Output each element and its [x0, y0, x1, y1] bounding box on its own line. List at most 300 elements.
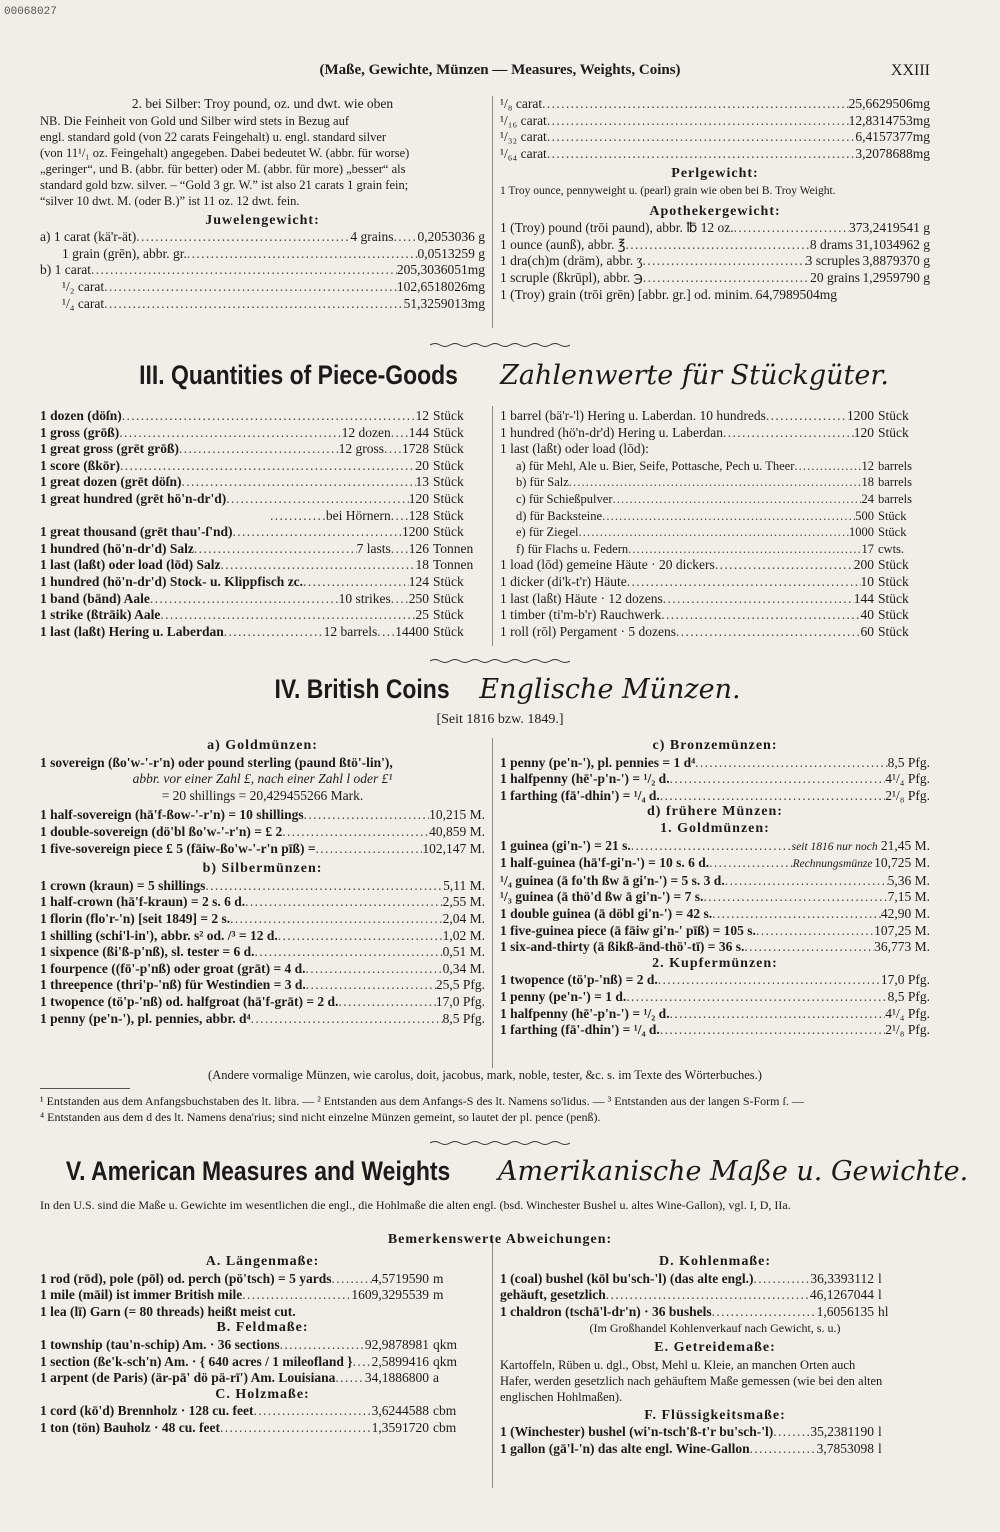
coal-note: (Im Großhandel Kohlenverkauf nach Gewicht, s. u.)	[589, 1321, 841, 1336]
page-number: XXIII	[890, 62, 930, 79]
section-5-title-en: V. American Measures and Weights	[65, 1156, 451, 1186]
row-label: 1 strike (ßtrāik) Aale	[40, 607, 161, 623]
row-label: 1 threepence (thri'p-'nß) für Westindien = 3 d.	[40, 977, 306, 993]
american-left	[40, 1254, 485, 1437]
sovereign-line: 1 sovereign (ßo'w-'-r'n) oder pound sterling (paund ßtö'-lin'),	[40, 754, 393, 770]
perl-line: 1 Troy ounce, pennyweight u. (pearl) grain wie oben bei B. Troy Weight.	[500, 184, 836, 197]
footnote-rule	[40, 1088, 130, 1089]
row-value: 1,3591720	[371, 1419, 429, 1435]
piece-goods-right-rows	[500, 408, 930, 640]
column-divider	[492, 1238, 493, 1488]
ornament-divider	[430, 658, 570, 664]
gold-coins-heading: a) Goldmünzen:	[207, 738, 318, 753]
carat-row: ¹/₁₆ carat . . . 12,8314753mg	[500, 113, 930, 130]
carat-row: ¹/₈ carat . . . 25,6629506mg	[500, 96, 930, 113]
column-divider	[492, 406, 493, 646]
wood-rows	[40, 1403, 485, 1436]
american-intro: In den U.S. sind die Maße u. Gewichte im wesentlichen die engl., die Hohlmaße die alten engl. (bsd. Winchester Bushel u. altes Wine-Gallon), vgl. I, D, IIa.	[40, 1198, 791, 1212]
sovereign-line: abbr. vor einer Zahl £, nach einer Zahl l oder £¹	[132, 771, 393, 787]
running-header	[0, 62, 1000, 84]
row-label: 1 band (bänd) Aale	[40, 590, 150, 606]
row-label: 1 half-guinea (hā'f-gi'n-') = 10 s. 6 d.	[500, 855, 710, 871]
row-value: 1200	[402, 524, 429, 540]
row-value: 36,773 M.	[874, 939, 930, 955]
section-5-title	[0, 1156, 1000, 1187]
nb-note	[40, 113, 485, 209]
row-value: 18	[415, 557, 429, 573]
row-label: 1 hundred (hö'n-dr'd) Hering u. Laberdan	[500, 424, 724, 440]
row-label: 1 five-guinea piece (ā fāiw gi'n-' pīß) = 105 s.	[500, 922, 756, 938]
coal-rows	[500, 1271, 930, 1321]
row-label: 1 gross (grōß)	[40, 424, 120, 440]
liquid-rows	[500, 1424, 930, 1457]
other-coins-note: (Andere vormalige Münzen, wie carolus, doit, jacobus, mark, noble, tester, &c. s. im Texte des Wörterbuches.)	[208, 1068, 762, 1082]
coin-row	[500, 788, 930, 805]
row-label: 1 load (lōd) gemeine Häute · 20 dickers	[500, 557, 715, 573]
row-value: 92,9878981	[364, 1336, 429, 1352]
ornament-divider	[430, 1140, 570, 1146]
row-unit: Stück	[433, 424, 464, 440]
row-value: 128	[408, 507, 429, 523]
row-unit: Stück	[433, 457, 464, 473]
apothecary-heading: Apothekergewicht:	[649, 203, 781, 219]
piece-goods-row	[40, 508, 485, 525]
coin-row	[40, 894, 485, 911]
row-label: 1 ton (tön) Bauholz · 48 cu. feet	[40, 1419, 220, 1435]
piece-goods-row	[500, 607, 930, 624]
row-value: 1,02 M.	[442, 927, 485, 943]
grain-text-line: englischen Hohlmaßen).	[500, 1389, 623, 1404]
row-note: Rechnungsmünze	[792, 858, 873, 871]
row-value: 8,5 Pfg.	[442, 1010, 485, 1026]
row-value: 250	[408, 590, 429, 606]
row-unit: barrels	[878, 475, 913, 490]
row-value: 20	[415, 457, 429, 473]
field-heading: B. Feldmaße:	[216, 1320, 309, 1336]
row-mid: bei Hörnern	[325, 507, 391, 523]
measure-row	[40, 1304, 485, 1321]
nb-line: standard gold bzw. silver. – “Gold 3 gr. W.” ist also 21 carats 1 grain fein;	[40, 177, 409, 192]
row-value: 17,0 Pfg.	[435, 993, 485, 1009]
row-note: seit 1816 nur noch	[791, 840, 878, 853]
grain-text-line: Hafer, werden gesetzlich nach gehäuftem Maße gemessen (wie bei den alten	[500, 1373, 883, 1388]
row-label: 1 half-crown (hā'f-kraun) = 2 s. 6 d.	[40, 894, 246, 910]
row-unit: l	[878, 1440, 882, 1456]
ornament-divider	[430, 342, 570, 348]
row-value: 40,859 M.	[429, 823, 485, 839]
row-value: 10,725 M.	[874, 855, 930, 871]
row-label: 1 fourpence ((fō'-p'nß) oder groat (grāt) = 4 d.	[40, 960, 306, 976]
row-label: 1 sixpence (ßi'ß-p'nß), sl. tester = 6 d.	[40, 944, 255, 960]
coin-row	[500, 889, 930, 906]
row-label: 1 great dozen (grēt döſn)	[40, 474, 182, 490]
row-label: 1 twopence (tö'p-'nß) = 2 d.	[500, 972, 658, 988]
row-value: 0,51 M.	[442, 944, 485, 960]
row-unit: Stück	[433, 408, 464, 423]
column-divider	[492, 738, 493, 1068]
row-value: 500	[855, 508, 874, 523]
former-copper-heading: 2. Kupfermünzen:	[652, 955, 778, 971]
row-label: 1 last (laßt) oder load (lōd):	[500, 441, 649, 457]
row-value: 5,36 M.	[887, 872, 930, 888]
row-unit: Stück	[433, 474, 464, 490]
row-label: 1 lea (lī) Garn (= 80 threads) heißt meist cut.	[40, 1303, 296, 1319]
bronze-coins-heading: c) Bronzemünzen:	[652, 738, 778, 753]
row-value: 2¹/₈ Pfg.	[885, 1022, 930, 1038]
former-copper-rows	[500, 972, 930, 1038]
row-value: 107,25 M.	[874, 922, 930, 938]
juwelen-heading: Juwelengewicht:	[205, 212, 320, 228]
measure-row	[500, 1304, 930, 1321]
piece-goods-row	[40, 458, 485, 475]
coin-row	[40, 928, 485, 945]
weight-row: ¹/₂ carat . . . 102,6518026mg	[40, 279, 485, 296]
row-label: 1 (Winchester) bushel (wi'n-tsch'ß-t'r bu'sch-'l)	[500, 1424, 774, 1440]
length-heading: A. Längenmaße:	[205, 1254, 320, 1269]
row-label: 1 penny (pe'n-'), pl. pennies, abbr. d⁴	[40, 1010, 251, 1026]
row-unit: Stück	[878, 557, 909, 573]
row-value: 3,6244588	[371, 1403, 429, 1419]
piece-goods-row	[500, 524, 930, 541]
perl-heading: Perlgewicht:	[671, 166, 759, 182]
row-label: 1 double guinea (ā döbl gi'n-') = 42 s.	[500, 905, 713, 921]
row-value: 35,2381190	[810, 1424, 874, 1440]
row-label: 1 double-sovereign (dö'bl ßo'w-'-r'n) = £ 2	[40, 823, 283, 839]
weight-row: b) 1 carat . . . 205,3036051mg	[40, 262, 485, 279]
row-unit: l	[878, 1287, 882, 1303]
row-label: 1 farthing (fā'-dhin') = ¹/₄ d.	[500, 1022, 660, 1038]
row-unit: Stück	[878, 424, 909, 440]
coin-row	[40, 878, 485, 895]
row-value: 7,15 M.	[887, 889, 930, 905]
row-unit: Stück	[878, 525, 907, 540]
row-label: 1 penny (pe'n-'), pl. pennies = 1 d⁴	[500, 754, 696, 770]
coin-row	[500, 923, 930, 940]
piece-goods-row	[500, 458, 930, 475]
coin-row	[500, 873, 930, 890]
row-unit: cwts.	[878, 541, 905, 556]
row-label: 1 farthing (fā'-dhin') = ¹/₄ d.	[500, 787, 660, 803]
coin-row	[500, 906, 930, 923]
coin-row	[500, 755, 930, 772]
row-unit: Stück	[433, 573, 464, 589]
nb-line: NB. Die Feinheit von Gold und Silber wird stets in Bezug auf	[40, 113, 349, 128]
row-value: 120	[853, 424, 874, 440]
former-gold-rows	[500, 838, 930, 956]
row-unit: barrels	[878, 491, 913, 506]
measure-row	[40, 1354, 485, 1371]
section-4-title-de: Englische Münzen.	[479, 674, 741, 705]
row-unit: Stück	[878, 508, 907, 523]
apothecary-row: 1 scruple (ßkrūpl), abbr. ℈ . . . 20 grains 1,2959790 g	[500, 270, 930, 287]
row-label: 1 rod (rōd), pole (pōl) od. perch (pö'tsch) = 5 yards	[40, 1270, 332, 1286]
piece-goods-row	[40, 425, 485, 442]
measure-row	[40, 1271, 485, 1288]
row-label: 1 mile (māil) ist immer British mile	[40, 1287, 243, 1303]
row-label: 1 hundred (hö'n-dr'd) Stock- u. Klippfisch zc.	[40, 573, 304, 589]
measure-row	[500, 1271, 930, 1288]
row-label: 1 great thousand (grēt thau'-ſ'nd)	[40, 524, 233, 540]
piece-goods-row	[40, 524, 485, 541]
row-value: 2,55 M.	[442, 894, 485, 910]
row-value: 2,5899416	[371, 1353, 429, 1369]
piece-goods-row	[500, 474, 930, 491]
row-label: 1 chaldron (tschā'l-dr'n) · 36 bushels	[500, 1303, 712, 1319]
section-3-title-de: Zahlenwerte für Stückgüter.	[500, 360, 889, 391]
nb-line: „geringer“, und B. (abbr. für better) oder M. (abbr. für more) „besser“ als	[40, 161, 406, 176]
piece-goods-row	[40, 607, 485, 624]
row-label: gehäuft, gesetzlich	[500, 1287, 606, 1303]
row-value: 4¹/₄ Pfg.	[885, 1005, 930, 1021]
coin-row	[500, 855, 930, 873]
piece-goods-row	[40, 491, 485, 508]
row-unit: cbm	[433, 1403, 457, 1419]
row-label: 1 hundred (hö'n-dr'd) Salz	[40, 540, 194, 556]
row-label: d) für Backsteine	[516, 508, 603, 523]
row-value: 21,45 M.	[880, 837, 930, 853]
piece-goods-left-rows	[40, 408, 485, 640]
row-unit: barrels	[878, 458, 913, 473]
nb-line: engl. standard gold (von 22 carats Feingehalt) u. engl. standard silver	[40, 129, 387, 144]
piece-goods-left	[40, 408, 485, 640]
coin-row	[40, 807, 485, 824]
row-label: 1 six-and-thirty (ā ßikß-änd-thö'-tī) = 36 s.	[500, 939, 745, 955]
wood-heading: C. Holzmaße:	[215, 1386, 310, 1402]
row-label: 1 twopence (tö'p-'nß) od. halfgroat (hā'f-grāt) = 2 d.	[40, 993, 339, 1009]
row-value: 144	[853, 590, 874, 606]
row-value: 17,0 Pfg.	[880, 972, 930, 988]
row-label: 1 timber (ti'm-b'r) Rauchwerk	[500, 607, 662, 623]
coins-right	[500, 738, 930, 1039]
row-value: 102,147 M.	[422, 840, 485, 856]
row-value: 36,3393112	[810, 1270, 874, 1286]
row-label: 1 halfpenny (hē'-p'n-') = ¹/₂ d.	[500, 771, 670, 787]
piece-goods-row	[500, 491, 930, 508]
row-unit: Tonnen	[433, 540, 474, 556]
piece-goods-row	[500, 441, 930, 458]
piece-goods-row	[40, 408, 485, 425]
section-5-title-de: Amerikanische Maße u. Gewichte.	[498, 1156, 969, 1187]
coin-row	[40, 911, 485, 928]
row-unit: Stück	[433, 490, 464, 506]
column-divider	[492, 96, 493, 328]
section-3-title-en: III. Quantities of Piece-Goods	[139, 360, 459, 390]
silver-coin-rows	[40, 878, 485, 1027]
row-value: 4¹/₄ Pfg.	[885, 771, 930, 787]
grain-text-line: Kartoffeln, Rüben u. dgl., Obst, Mehl u. Kleie, an manchen Orten auch	[500, 1357, 856, 1372]
measure-row	[40, 1337, 485, 1354]
row-unit: Stück	[878, 590, 909, 606]
row-value: 18	[861, 475, 874, 490]
row-unit: Stück	[878, 573, 909, 589]
former-gold-heading: 1. Goldmünzen:	[660, 820, 770, 836]
row-value: 0,34 M.	[442, 960, 485, 976]
row-value: 1728	[402, 441, 429, 457]
row-value: 1200	[847, 408, 874, 423]
piece-goods-row	[500, 508, 930, 525]
row-unit: Stück	[433, 441, 464, 457]
row-value: 25,5 Pfg.	[435, 977, 485, 993]
piece-goods-row	[500, 541, 930, 558]
row-unit: l	[878, 1270, 882, 1286]
row-unit: Stück	[878, 607, 909, 623]
row-unit: qkm	[433, 1336, 458, 1352]
row-label: c) für Schießpulver	[516, 491, 613, 506]
coin-row	[500, 771, 930, 788]
row-unit: Stück	[433, 623, 464, 639]
piece-goods-right	[500, 408, 930, 640]
piece-goods-row	[40, 591, 485, 608]
row-unit: m	[433, 1270, 444, 1286]
row-label: 1 dozen (döſn)	[40, 408, 122, 423]
coin-row	[500, 939, 930, 956]
row-value: 17	[861, 541, 874, 556]
section-4-title-en: IV. British Coins	[274, 674, 450, 704]
coin-row	[40, 994, 485, 1011]
row-label: 1 great gross (grēt grōß)	[40, 441, 179, 457]
row-label: 1 florin (flo'r-'n) [seit 1849] = 2 s.	[40, 910, 231, 926]
row-value: 1000	[849, 525, 874, 540]
row-value: 3,7853098	[816, 1440, 874, 1456]
row-value: 126	[408, 540, 429, 556]
coin-row	[40, 1011, 485, 1028]
piece-goods-row	[500, 574, 930, 591]
row-label: 1 roll (rōl) Pergament · 5 dozens	[500, 623, 676, 639]
row-unit: m	[433, 1287, 444, 1303]
carat-row: ¹/₃₂ carat . . . 6,4157377mg	[500, 129, 930, 146]
coin-row	[40, 977, 485, 994]
row-label: 1 shilling (schi'l-in'), abbr. s² od. /³ = 12 d.	[40, 927, 278, 943]
row-label: 1 last (laßt) Häute · 12 dozens	[500, 590, 663, 606]
sovereign-line: = 20 shillings = 20,429455266 Mark.	[161, 787, 364, 803]
row-label: ¹/₄ guinea (ā fo'th ßw ā gi'n-') = 5 s. 3 d.	[500, 872, 725, 888]
row-value: 8,5 Pfg.	[887, 988, 930, 1004]
footnote-2: ⁴ Entstanden aus dem d des lt. Namens dena'rius; sind nicht einzelne Münzen gemeint, so lautet der pl. pence (penß).	[40, 1110, 601, 1124]
coin-row	[500, 989, 930, 1006]
coin-row	[40, 841, 485, 858]
weight-row: ¹/₄ carat . . . 51,3259013mg	[40, 296, 485, 313]
row-label: a) für Mehl, Ale u. Bier, Seife, Pottasche, Pech u. Theer	[516, 458, 795, 473]
row-value: 24	[861, 491, 874, 506]
carat-row: ¹/₆₄ carat . . . 3,2078688mg	[500, 146, 930, 163]
grain-text	[500, 1357, 930, 1405]
row-label: 1 penny (pe'n-') = 1 d.	[500, 988, 627, 1004]
row-label: 1 dicker (di'k-t'r) Häute	[500, 573, 627, 589]
row-label: f) für Flachs u. Federn	[516, 541, 629, 556]
row-unit: Stück	[878, 408, 909, 423]
row-mid: 12 dozen	[341, 424, 391, 440]
silver-coins-heading: b) Silbermünzen:	[202, 861, 323, 877]
piece-goods-row	[500, 425, 930, 442]
piece-goods-row	[40, 541, 485, 558]
liquid-heading: F. Flüssigkeitsmaße:	[644, 1407, 786, 1423]
american-right	[500, 1254, 930, 1457]
measure-row	[40, 1370, 485, 1387]
row-unit: hl	[878, 1303, 889, 1319]
apothecary-row: 1 (Troy) pound (trōi paund), abbr. ℔ 12 oz. . . . 373,2419541 g	[500, 220, 930, 237]
weight-row: a) 1 carat (kä'r-ät) . . . 4 grains . . . 0,2053036 g	[40, 229, 485, 246]
measure-row	[40, 1403, 485, 1420]
row-value: 124	[408, 573, 429, 589]
row-unit: Stück	[433, 507, 464, 523]
row-mid: 12 gross	[338, 441, 384, 457]
row-label: 1 score (ßkōr)	[40, 457, 120, 473]
row-value: 200	[853, 557, 874, 573]
gold-coin-rows	[40, 807, 485, 857]
piece-goods-row	[40, 474, 485, 491]
row-label: 1 arpent (de Paris) (är-pā' dö pä-rī') Am. Louisiana	[40, 1370, 336, 1386]
apothecary-row: 1 (Troy) grain (trōi grēn) [abbr. gr.] od. minim . . . 64,7989504mg	[500, 287, 930, 304]
measure-row	[40, 1287, 485, 1304]
top-right-column	[500, 96, 930, 303]
coin-row	[500, 972, 930, 989]
piece-goods-row	[500, 557, 930, 574]
row-label: 1 last (laßt) Hering u. Laberdan	[40, 623, 224, 639]
piece-goods-row	[40, 574, 485, 591]
row-label: 1 cord (kō'd) Brennholz · 128 cu. feet	[40, 1403, 254, 1419]
section-3-title	[0, 360, 1000, 391]
silver-line: 2. bei Silber: Troy pound, oz. und dwt. wie oben	[131, 96, 394, 111]
coins-left	[40, 738, 485, 1027]
row-unit: qkm	[433, 1353, 458, 1369]
row-label: 1 barrel (bä'r-'l) Hering u. Laberdan. 10 hundreds	[500, 408, 766, 423]
field-rows	[40, 1337, 485, 1387]
row-value: 1,6056135	[816, 1303, 874, 1319]
nb-line: “silver 10 dwt. M. (oder B.)” ist 11 oz. 12 dwt. fein.	[40, 193, 300, 208]
row-unit: Tonnen	[433, 557, 474, 573]
coin-row	[40, 824, 485, 841]
row-unit: Stück	[433, 524, 464, 540]
row-value: 5,11 M.	[443, 877, 485, 893]
row-value: 13	[415, 474, 429, 490]
piece-goods-row	[500, 591, 930, 608]
row-value: 34,1886800	[364, 1370, 429, 1386]
row-label: 1 crown (kraun) = 5 shillings	[40, 877, 206, 893]
row-value: 8,5 Pfg.	[887, 754, 930, 770]
coin-row	[500, 1006, 930, 1023]
row-unit: Stück	[433, 607, 464, 623]
bronze-coin-rows	[500, 755, 930, 805]
measure-row	[500, 1424, 930, 1441]
top-left-column	[40, 96, 485, 312]
row-value: 40	[860, 607, 874, 623]
piece-goods-row	[500, 408, 930, 425]
former-coins-heading: d) frühere Münzen:	[647, 804, 783, 820]
row-value: 12	[861, 458, 874, 473]
section-4-title	[0, 674, 1000, 705]
row-label: 1 section (ße'k-sch'n) Am. · { 640 acres / 1 mileofland }	[40, 1353, 353, 1369]
row-value: 25	[415, 607, 429, 623]
coal-heading: D. Kohlenmaße:	[659, 1254, 771, 1269]
piece-goods-row	[500, 624, 930, 641]
row-mid: 7 lasts	[356, 540, 391, 556]
row-value: 42,90 M.	[880, 905, 930, 921]
row-unit: l	[878, 1424, 882, 1440]
row-value: 10	[860, 573, 874, 589]
measure-row	[500, 1441, 930, 1458]
row-mid: 10 strikes	[338, 590, 391, 606]
row-label: 1 gallon (gā'l-'n) das alte engl. Wine-Gallon	[500, 1440, 750, 1456]
measure-row	[500, 1287, 930, 1304]
grain-heading: E. Getreidemaße:	[654, 1339, 776, 1355]
row-value: 2,04 M.	[442, 910, 485, 926]
row-mid: 12 barrels	[323, 623, 378, 639]
row-unit: Stück	[433, 590, 464, 606]
row-label: 1 (coal) bushel (kōl bu'sch-'l) (das alte engl.)	[500, 1270, 754, 1286]
coin-row	[500, 838, 930, 856]
row-unit: a	[433, 1370, 439, 1386]
row-label: 1 halfpenny (hē'-p'n-') = ¹/₂ d.	[500, 1005, 670, 1021]
